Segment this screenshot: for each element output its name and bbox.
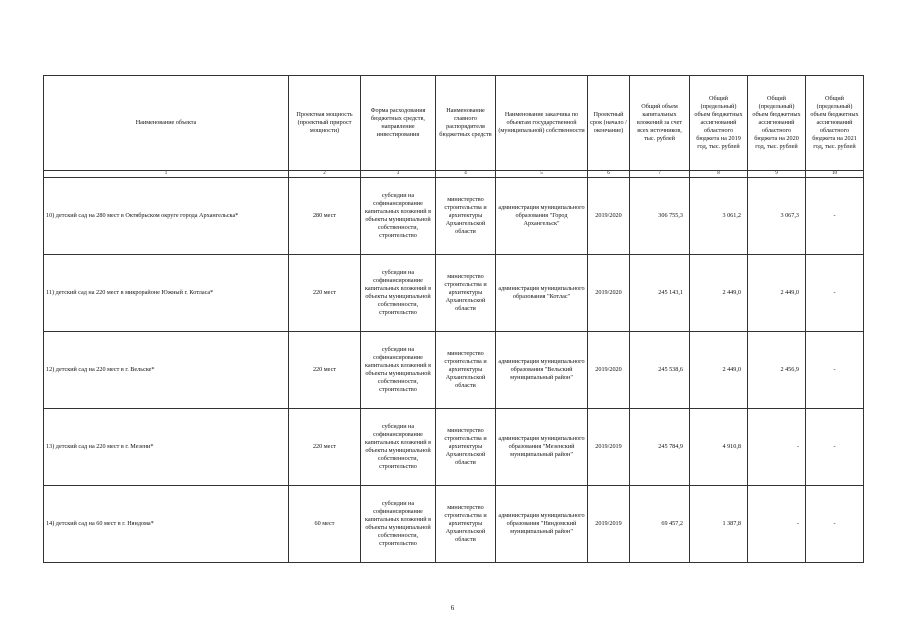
budget-manager-cell: министерство строительства и архитектуры Архангельской области <box>436 332 496 409</box>
table-row <box>44 178 864 255</box>
column-number: 4 <box>436 171 496 178</box>
term-cell: 2019/2020 <box>588 178 630 255</box>
budget-2020-cell: 2 456,9 <box>748 332 806 409</box>
term-cell: 2019/2019 <box>588 409 630 486</box>
table-row <box>44 486 864 563</box>
budget-manager-cell: министерство строительства и архитектуры Архангельской области <box>436 255 496 332</box>
budget-2019-cell: 3 061,2 <box>690 178 748 255</box>
total-investment-cell: 245 143,1 <box>630 255 690 332</box>
column-number: 6 <box>588 171 630 178</box>
column-number: 3 <box>361 171 436 178</box>
spending-form-cell: субсидии на софинансирование капитальных вложений в объекты муниципальной собственности, строительство <box>361 486 436 563</box>
capacity-cell: 220 мест <box>289 409 361 486</box>
capacity-cell: 220 мест <box>289 332 361 409</box>
object-name-cell: 11) детский сад на 220 мест в микрорайоне Южный г. Котласа* <box>44 255 289 332</box>
column-number: 5 <box>496 171 588 178</box>
capacity-cell: 280 мест <box>289 178 361 255</box>
capacity-cell: 220 мест <box>289 255 361 332</box>
object-name-cell: 14) детский сад на 60 мест в г. Няндома* <box>44 486 289 563</box>
header-budget-2020: Общий (предельный) объем бюджетных ассигнований областного бюджета на 2020 год, тыс. рублей <box>748 76 806 171</box>
column-number: 10 <box>806 171 864 178</box>
header-term: Проектный срок (начало / окончание) <box>588 76 630 171</box>
spending-form-cell: субсидии на софинансирование капитальных вложений в объекты муниципальной собственности, строительство <box>361 332 436 409</box>
object-name-cell: 13) детский сад на 220 мест в г. Мезени* <box>44 409 289 486</box>
budget-2019-cell: 2 449,0 <box>690 255 748 332</box>
budget-2019-cell: 2 449,0 <box>690 332 748 409</box>
customer-cell: администрация муниципального образования "Вельский муниципальный район" <box>496 332 588 409</box>
spending-form-cell: субсидии на софинансирование капитальных вложений в объекты муниципальной собственности, строительство <box>361 409 436 486</box>
customer-cell: администрация муниципального образования "Котлас" <box>496 255 588 332</box>
budget-2021-cell: - <box>806 486 864 563</box>
budget-manager-cell: министерство строительства и архитектуры Архангельской области <box>436 486 496 563</box>
total-investment-cell: 69 457,2 <box>630 486 690 563</box>
budget-2021-cell: - <box>806 409 864 486</box>
term-cell: 2019/2020 <box>588 332 630 409</box>
term-cell: 2019/2019 <box>588 486 630 563</box>
budget-2020-cell: 2 449,0 <box>748 255 806 332</box>
table-row <box>44 255 864 332</box>
column-number: 7 <box>630 171 690 178</box>
header-object-name: Наименование объекта <box>44 76 289 171</box>
total-investment-cell: 306 755,3 <box>630 178 690 255</box>
column-number: 2 <box>289 171 361 178</box>
spending-form-cell: субсидии на софинансирование капитальных вложений в объекты муниципальной собственности, строительство <box>361 255 436 332</box>
customer-cell: администрация муниципального образования "Няндомский муниципальный район" <box>496 486 588 563</box>
column-number: 8 <box>690 171 748 178</box>
column-number: 9 <box>748 171 806 178</box>
object-name-cell: 10) детский сад на 280 мест в Октябрьском округе города Архангельска* <box>44 178 289 255</box>
investment-objects-table <box>43 75 864 563</box>
page-number: 6 <box>450 604 455 612</box>
term-cell: 2019/2020 <box>588 255 630 332</box>
capacity-cell: 60 мест <box>289 486 361 563</box>
header-total-investment: Общий объем капитальных вложений за счет всех источников, тыс. рублей <box>630 76 690 171</box>
header-budget-2019: Общий (предельный) объем бюджетных ассигнований областного бюджета на 2019 год, тыс. рублей <box>690 76 748 171</box>
budget-2019-cell: 1 387,8 <box>690 486 748 563</box>
header-spending-form: Форма расходования бюджетных средств, направление инвестирования <box>361 76 436 171</box>
table-row <box>44 409 864 486</box>
header-customer: Наименование заказчика по объектам государственной (муниципальной) собственности <box>496 76 588 171</box>
table-row <box>44 332 864 409</box>
total-investment-cell: 245 784,9 <box>630 409 690 486</box>
column-number-row <box>44 171 864 178</box>
object-name-cell: 12) детский сад на 220 мест в г. Вельске* <box>44 332 289 409</box>
budget-2021-cell: - <box>806 255 864 332</box>
budget-manager-cell: министерство строительства и архитектуры Архангельской области <box>436 178 496 255</box>
spending-form-cell: субсидии на софинансирование капитальных вложений в объекты муниципальной собственности, строительство <box>361 178 436 255</box>
budget-manager-cell: министерство строительства и архитектуры Архангельской области <box>436 409 496 486</box>
budget-2021-cell: - <box>806 332 864 409</box>
budget-2020-cell: - <box>748 486 806 563</box>
budget-2020-cell: 3 067,3 <box>748 178 806 255</box>
budget-2019-cell: 4 910,8 <box>690 409 748 486</box>
budget-2021-cell: - <box>806 178 864 255</box>
header-budget-manager: Наименование главного распорядителя бюджетных средств <box>436 76 496 171</box>
customer-cell: администрация муниципального образования "Мезенский муниципальный район" <box>496 409 588 486</box>
header-budget-2021: Общий (предельный) объем бюджетных ассигнований областного бюджета на 2021 год, тыс. рублей <box>806 76 864 171</box>
header-capacity: Проектная мощность (проектный прирост мощности) <box>289 76 361 171</box>
budget-2020-cell: - <box>748 409 806 486</box>
table-header-row <box>44 76 864 171</box>
column-number: 1 <box>44 171 289 178</box>
customer-cell: администрация муниципального образования "Город Архангельск" <box>496 178 588 255</box>
total-investment-cell: 245 538,6 <box>630 332 690 409</box>
